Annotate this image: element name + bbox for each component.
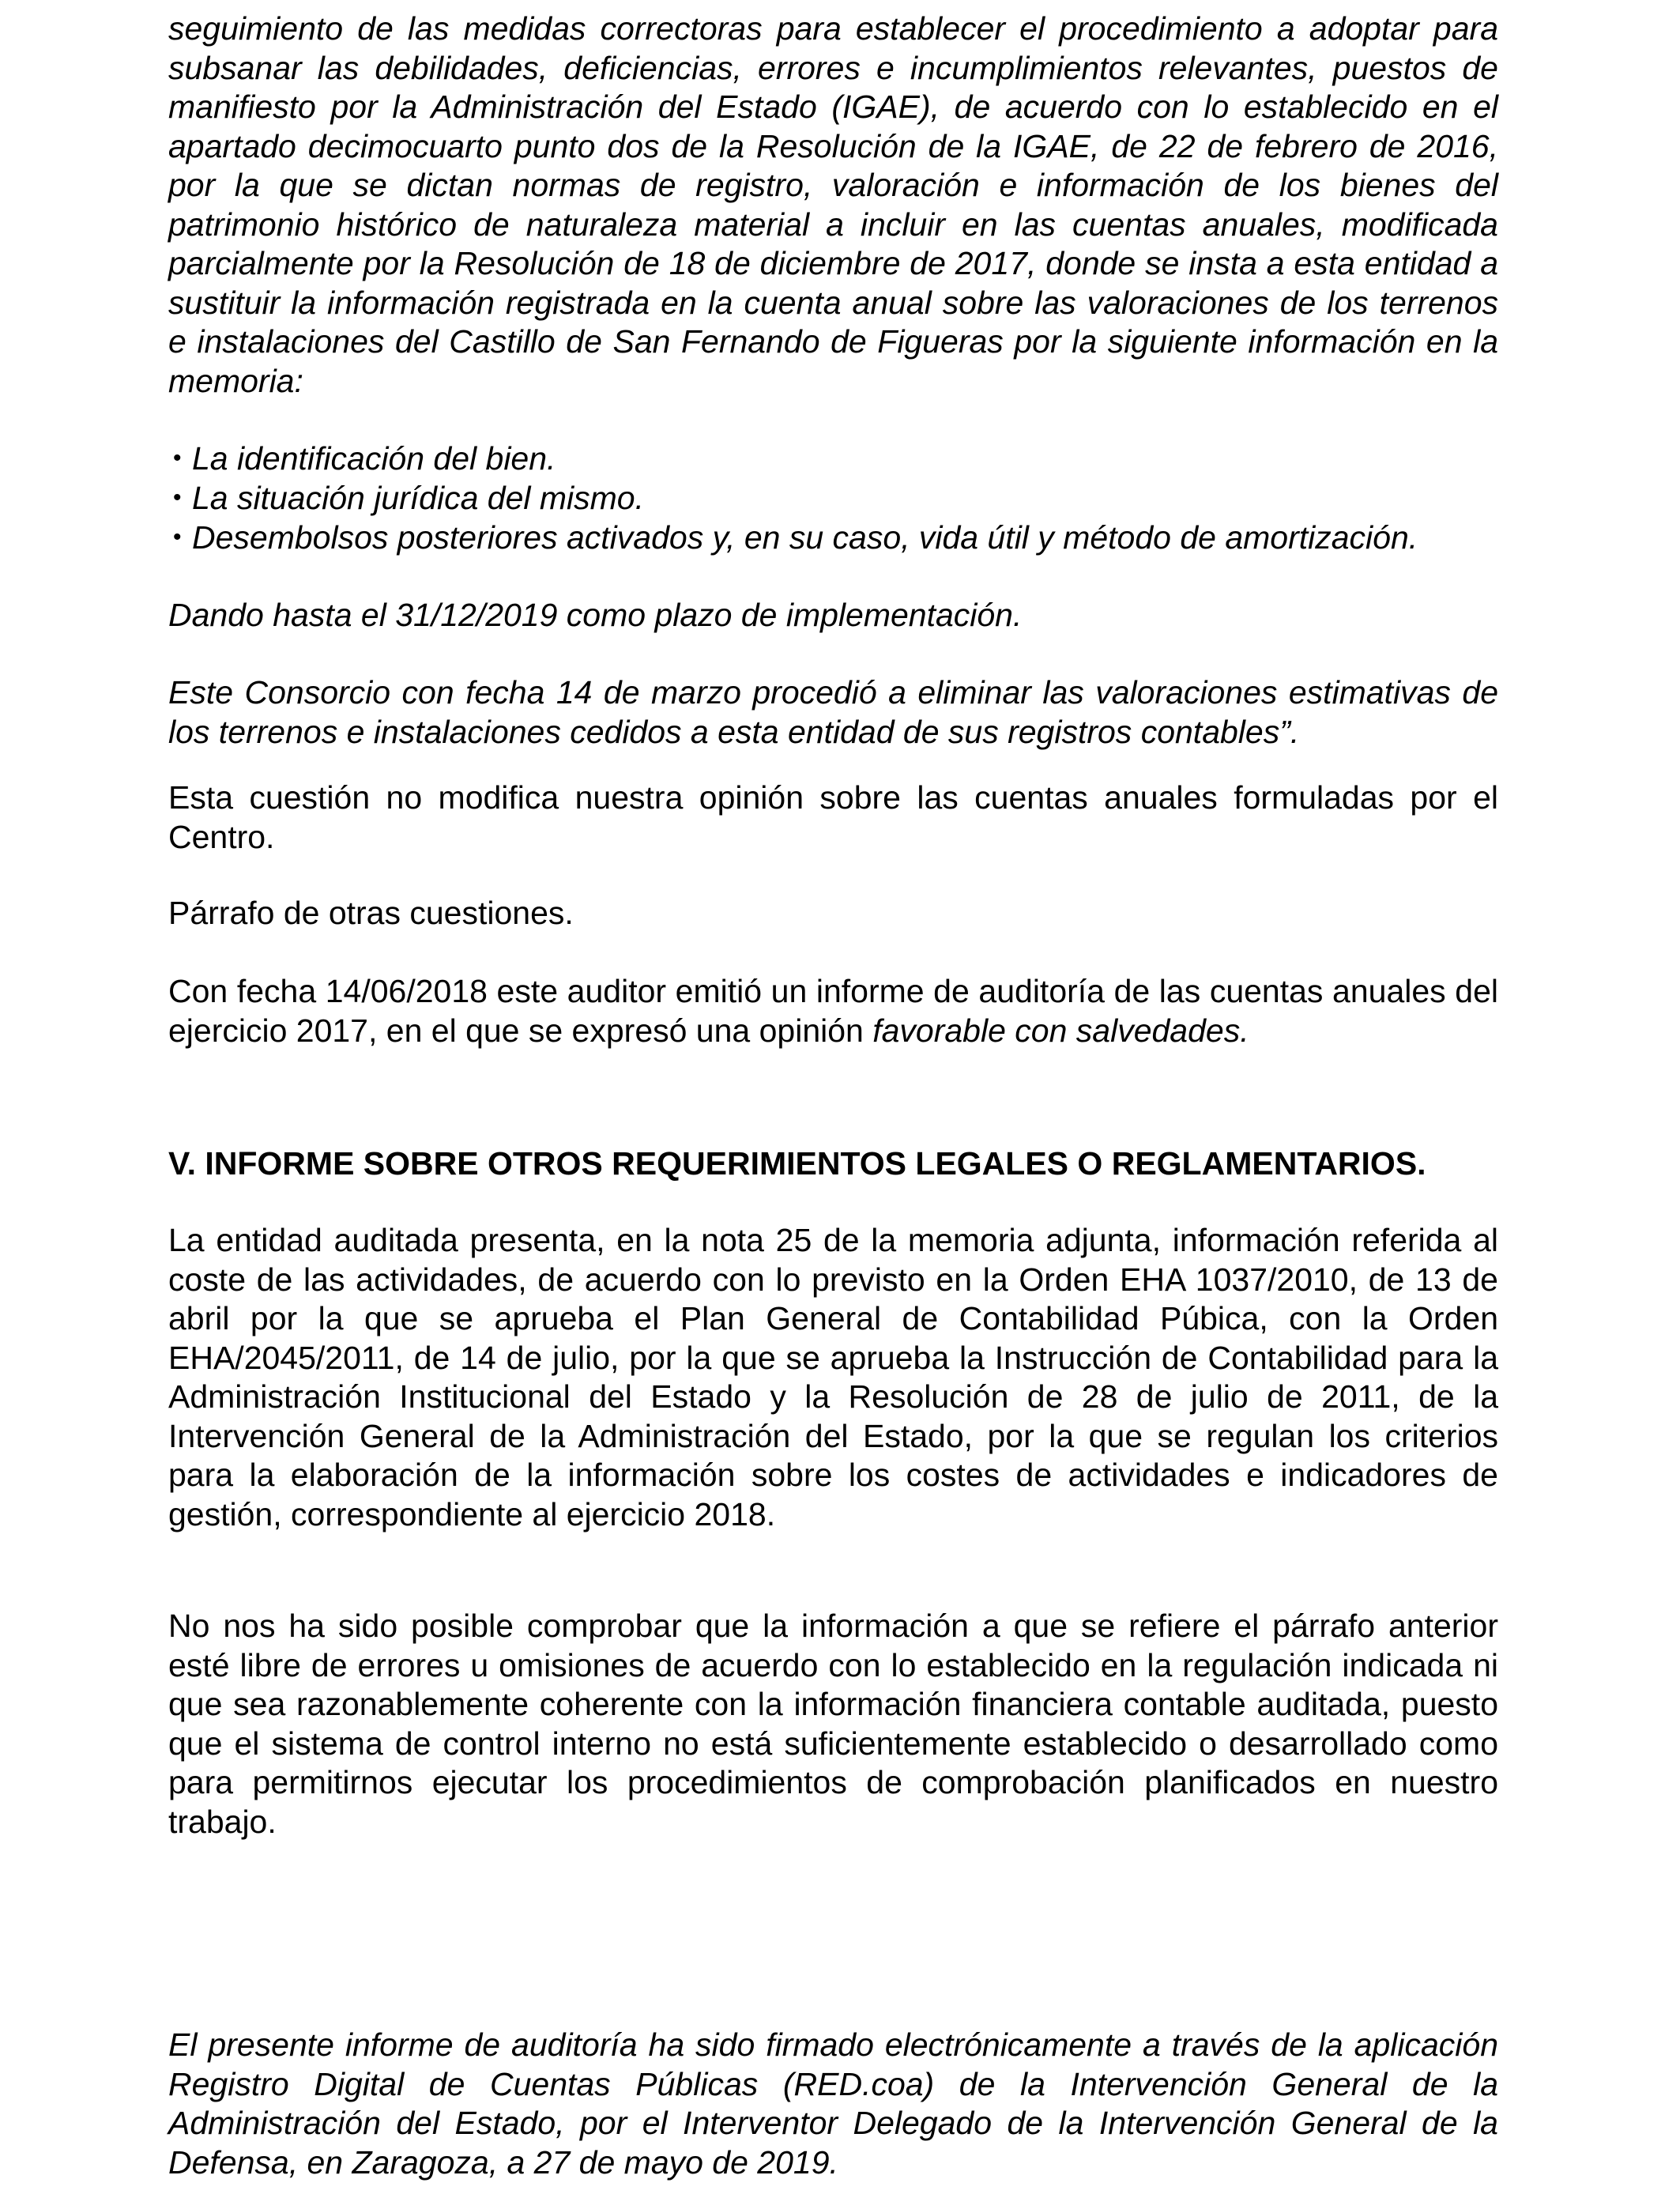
other-matters-paragraph: Con fecha 14/06/2018 este auditor emitió un informe de auditoría de las cuentas anuales del ejercicio 2017, en el que se expresó una opinión favorable con salvedades. [168, 973, 1498, 1049]
list-item: • Desembolsos posteriores activados y, en su caso, vida útil y método de amortización. [173, 519, 1418, 556]
quote-bullet-list [168, 439, 1498, 557]
bullet-icon: • [173, 484, 182, 511]
quote-deadline-paragraph: Dando hasta el 31/12/2019 como plazo de implementación. [168, 597, 1023, 633]
bullet-icon: • [173, 524, 182, 550]
quote-intro-paragraph: seguimiento de las medidas correctoras para establecer el procedimiento a adoptar para subsanar las debilidades, deficiencias, errores e incumplimientos relevantes, puestos de manifiesto por la Administración del Estado (IGAE), de acuerdo con lo establecido en el apartado decimocuarto punto dos de la Resolución de la IGAE, de 22 de febrero de 2016, por la que se dictan normas de registro, valoración e información de los bienes del patrimonio histórico de naturaleza material a incluir en las cuentas anuales, modificada parcialmente por la Resolución de 18 de diciembre de 2017, donde se insta a esta entidad a sustituir la información registrada en la cuenta anual sobre las valoraciones de los terrenos e instalaciones del Castillo de San Fernando de Figueras por la siguiente información en la memoria: [168, 10, 1498, 399]
signature-note-paragraph: El presente informe de auditoría ha sido firmado electrónicamente a través de la aplicación Registro Digital de Cuentas Públicas (RED.coa) de la Intervención General de la Administración del Estado, por el Interventor Delegado de la Intervención General de la Defensa, en Zaragoza, a 27 de mayo de 2019. [168, 2026, 1498, 2181]
list-item: • La identificación del bien. [173, 440, 556, 477]
list-item: • La situación jurídica del mismo. [173, 480, 644, 516]
bullet-icon: • [173, 445, 182, 471]
document-page [168, 0, 1498, 2194]
quote-action-paragraph: Este Consorcio con fecha 14 de marzo procedió a eliminar las valoraciones estimativas de los terrenos e instalaciones cedidos a esta entidad de sus registros contables”. [168, 674, 1498, 750]
other-matters-title: Párrafo de otras cuestiones. [168, 895, 574, 931]
opinion-note-paragraph: Esta cuestión no modifica nuestra opinión sobre las cuentas anuales formuladas por el Centro. [168, 779, 1498, 855]
section-v-paragraph-1: La entidad auditada presenta, en la nota 25 de la memoria adjunta, información referida al coste de las actividades, de acuerdo con lo previsto en la Orden EHA 1037/2010, de 13 de abril por la que se aprueba el Plan General de Contabilidad Púbica, con la Orden EHA/2045/2011, de 14 de julio, por la que se aprueba la Instrucción de Contabilidad para la Administración Institucional del Estado y la Resolución de 28 de julio de 2011, de la Intervención General de la Administración del Estado, por la que se regulan los criterios para la elaboración de la información sobre los costes de actividades e indicadores de gestión, correspondiente al ejercicio 2018. [168, 1222, 1498, 1532]
section-v-paragraph-2: No nos ha sido posible comprobar que la información a que se refiere el párrafo anterior esté libre de errores u omisiones de acuerdo con lo establecido en la regulación indicada ni que sea razonablemente coherente con la información financiera contable auditada, puesto que el sistema de control interno no está suficientemente establecido o desarrollado como para permitirnos ejecutar los procedimientos de comprobación planificados en nuestro trabajo. [168, 1608, 1498, 1840]
section-v-heading: V. INFORME SOBRE OTROS REQUERIMIENTOS LEGALES O REGLAMENTARIOS. [168, 1145, 1426, 1182]
